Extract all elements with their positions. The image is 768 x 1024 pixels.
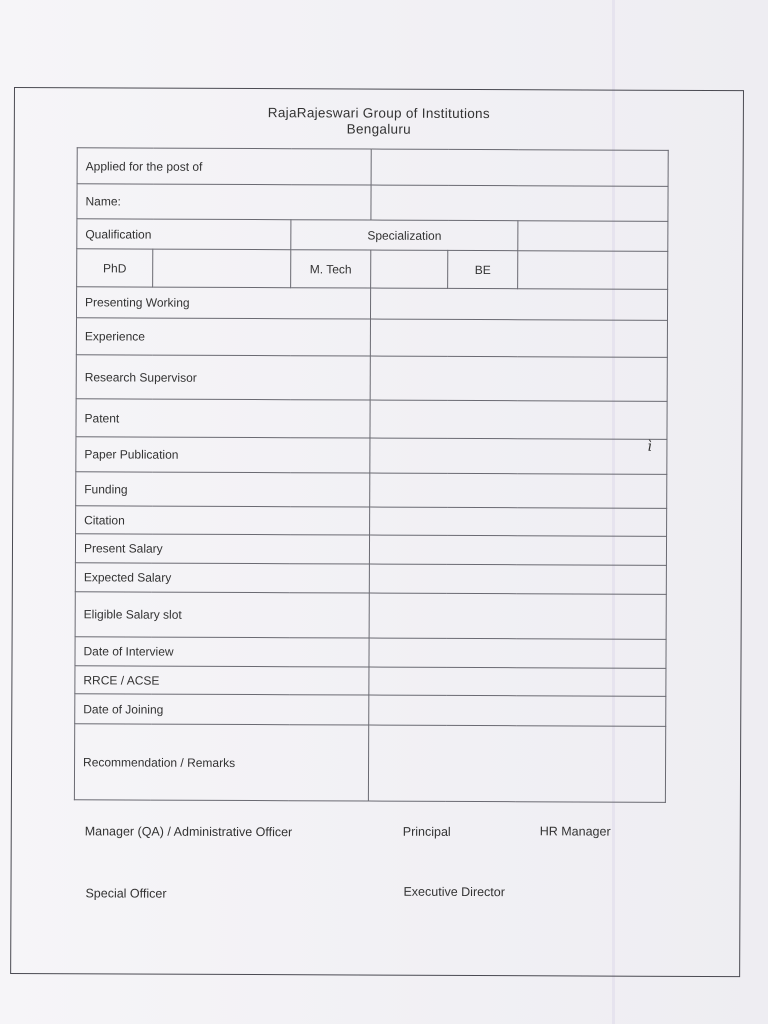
patent-value[interactable] — [370, 400, 667, 439]
label-name: Name: — [77, 184, 371, 220]
table-row — [74, 724, 665, 803]
date-of-joining-value[interactable] — [369, 695, 666, 726]
specialization-value[interactable] — [518, 221, 668, 252]
citation-value[interactable] — [370, 507, 667, 536]
table-row — [76, 318, 667, 358]
applied-for-value[interactable] — [371, 149, 668, 186]
signature-special-officer: Special Officer — [85, 886, 167, 901]
phd-value[interactable] — [153, 249, 291, 288]
label-specialization: Specialization — [291, 220, 518, 251]
label-present-salary: Present Salary — [75, 534, 369, 564]
table-row — [77, 219, 668, 252]
label-recommendation-remarks: Recommendation / Remarks — [74, 724, 368, 801]
signature-manager: Manager (QA) / Administrative Officer — [84, 824, 293, 840]
label-patent: Patent — [76, 399, 370, 438]
expected-salary-value[interactable] — [369, 564, 666, 594]
name-value[interactable] — [371, 185, 668, 221]
table-row — [76, 287, 667, 321]
label-applied-for: Applied for the post of — [77, 148, 371, 185]
form-page — [10, 87, 744, 977]
signature-hr-manager: HR Manager — [539, 824, 611, 839]
funding-value[interactable] — [370, 473, 667, 508]
form-heading — [15, 104, 743, 139]
label-eligible-salary-slot: Eligible Salary slot — [75, 592, 369, 638]
experience-value[interactable] — [370, 319, 667, 357]
table-row — [76, 355, 667, 402]
label-phd: PhD — [77, 249, 153, 287]
rrce-acse-value[interactable] — [369, 667, 666, 696]
label-rrce-acse: RRCE / ACSE — [75, 666, 369, 695]
label-research-supervisor: Research Supervisor — [76, 355, 370, 400]
date-of-interview-value[interactable] — [369, 638, 666, 668]
pen-mark: ì — [647, 438, 652, 455]
table-row — [76, 399, 667, 440]
eligible-salary-slot-value[interactable] — [369, 593, 666, 639]
paper-publication-value[interactable] — [370, 438, 667, 474]
application-form-table — [74, 147, 669, 803]
label-citation: Citation — [76, 506, 370, 535]
table-row — [77, 148, 668, 187]
table-row — [75, 534, 666, 566]
recommendation-remarks-value[interactable] — [368, 725, 665, 802]
label-date-of-interview: Date of Interview — [75, 637, 369, 667]
presenting-working-value[interactable] — [371, 288, 668, 320]
table-row — [75, 563, 666, 595]
table-row — [75, 592, 666, 640]
table-row — [77, 249, 668, 290]
label-mtech: M. Tech — [291, 250, 371, 288]
label-expected-salary: Expected Salary — [75, 563, 369, 593]
institution-city: Bengaluru — [346, 121, 411, 137]
mtech-value[interactable] — [371, 250, 448, 288]
table-row — [77, 184, 668, 222]
label-date-of-joining: Date of Joining — [75, 694, 369, 725]
research-supervisor-value[interactable] — [370, 356, 667, 401]
table-row — [76, 506, 667, 537]
signature-principal: Principal — [402, 824, 451, 839]
label-experience: Experience — [76, 318, 370, 356]
table-row — [75, 666, 666, 697]
present-salary-value[interactable] — [369, 535, 666, 565]
label-be: BE — [448, 250, 518, 288]
table-row — [76, 437, 667, 475]
label-presenting-working: Presenting Working — [76, 287, 370, 319]
be-value[interactable] — [518, 251, 668, 290]
label-qualification: Qualification — [77, 219, 291, 250]
table-row — [75, 694, 666, 727]
table-row — [75, 637, 666, 669]
label-funding: Funding — [76, 472, 370, 507]
institution-name: RajaRajeswari Group of Institutions — [267, 105, 490, 122]
signature-executive-director: Executive Director — [403, 884, 505, 900]
label-paper-publication: Paper Publication — [76, 437, 370, 473]
table-row — [76, 472, 667, 509]
